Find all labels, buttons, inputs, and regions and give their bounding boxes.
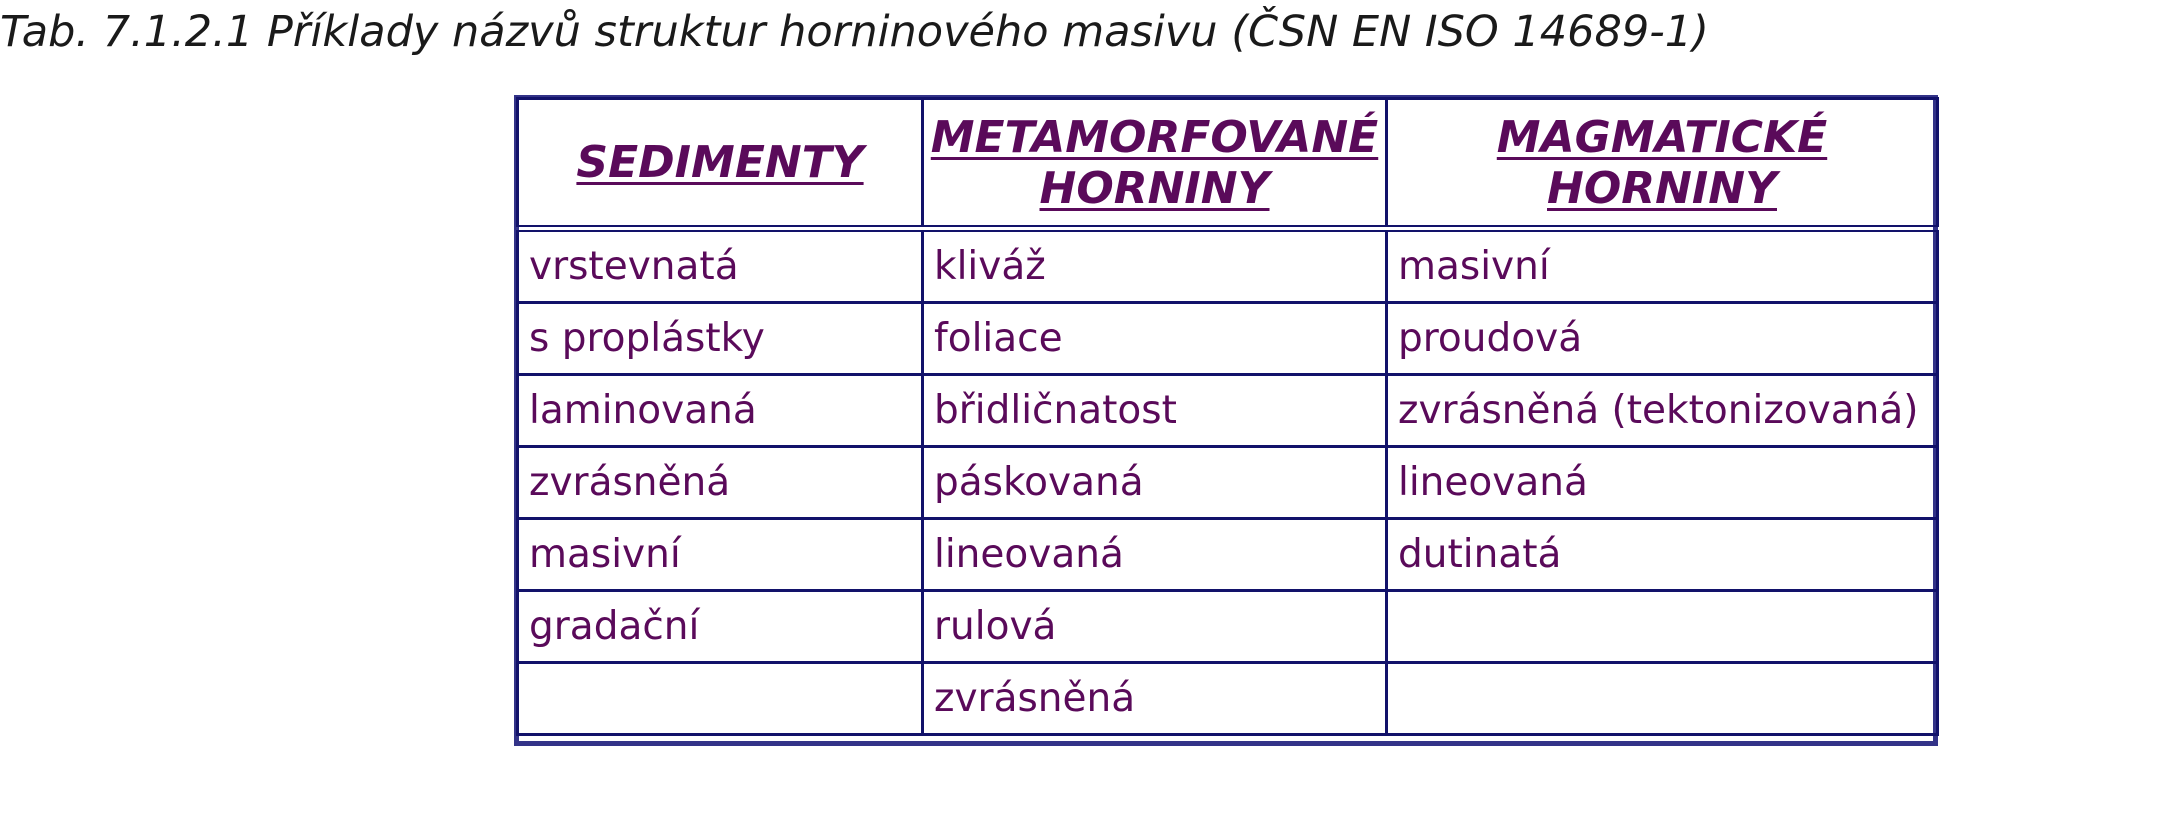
table-row xyxy=(518,591,1938,663)
table-cell-magmaticke xyxy=(1387,591,1938,663)
table-cell-magmaticke xyxy=(1387,663,1938,735)
table-cell-metamorfovane: foliace xyxy=(923,303,1387,375)
table-cell-sedimenty: laminovaná xyxy=(518,375,923,447)
table-cell-sedimenty: s proplástky xyxy=(518,303,923,375)
table-row xyxy=(518,375,1938,447)
header-magmaticke-line1: MAGMATICKÉ xyxy=(1496,111,1828,163)
header-row xyxy=(518,99,1938,229)
table-cell-magmaticke: zvrásněná (tektonizovaná) xyxy=(1387,375,1938,447)
table-row xyxy=(518,229,1938,303)
table-cell-metamorfovane: rulová xyxy=(923,591,1387,663)
table-cell-metamorfovane: břidličnatost xyxy=(923,375,1387,447)
table-cell-metamorfovane: páskovaná xyxy=(923,447,1387,519)
table-cell-sedimenty: gradační xyxy=(518,591,923,663)
table-row xyxy=(518,519,1938,591)
rock-structures-table xyxy=(516,97,1939,736)
header-metamorfovane-line1: METAMORFOVANÉ xyxy=(930,111,1379,163)
table-cell-magmaticke: lineovaná xyxy=(1387,447,1938,519)
table-cell-magmaticke: dutinatá xyxy=(1387,519,1938,591)
table-cell-metamorfovane: zvrásněná xyxy=(923,663,1387,735)
table-row xyxy=(518,303,1938,375)
header-sedimenty-line1: SEDIMENTY xyxy=(576,137,864,188)
table-cell-magmaticke: masivní xyxy=(1387,229,1938,303)
table-cell-magmaticke: proudová xyxy=(1387,303,1938,375)
header-magmaticke-line2: HORNINY xyxy=(1547,162,1777,214)
header-magmaticke-horniny xyxy=(1387,99,1938,229)
table-caption: Tab. 7.1.2.1 Příklady názvů struktur horninového masivu (ČSN EN ISO 14689-1) xyxy=(0,7,1709,57)
table-cell-metamorfovane: kliváž xyxy=(923,229,1387,303)
header-metamorfovane-horniny xyxy=(923,99,1387,229)
table-row xyxy=(518,663,1938,735)
table-cell-sedimenty: zvrásněná xyxy=(518,447,923,519)
header-sedimenty xyxy=(518,99,923,229)
header-metamorfovane-line2: HORNINY xyxy=(1039,162,1270,214)
table-row xyxy=(518,447,1938,519)
table-cell-metamorfovane: lineovaná xyxy=(923,519,1387,591)
table-cell-sedimenty: vrstevnatá xyxy=(518,229,923,303)
table-cell-sedimenty xyxy=(518,663,923,735)
table-cell-sedimenty: masivní xyxy=(518,519,923,591)
